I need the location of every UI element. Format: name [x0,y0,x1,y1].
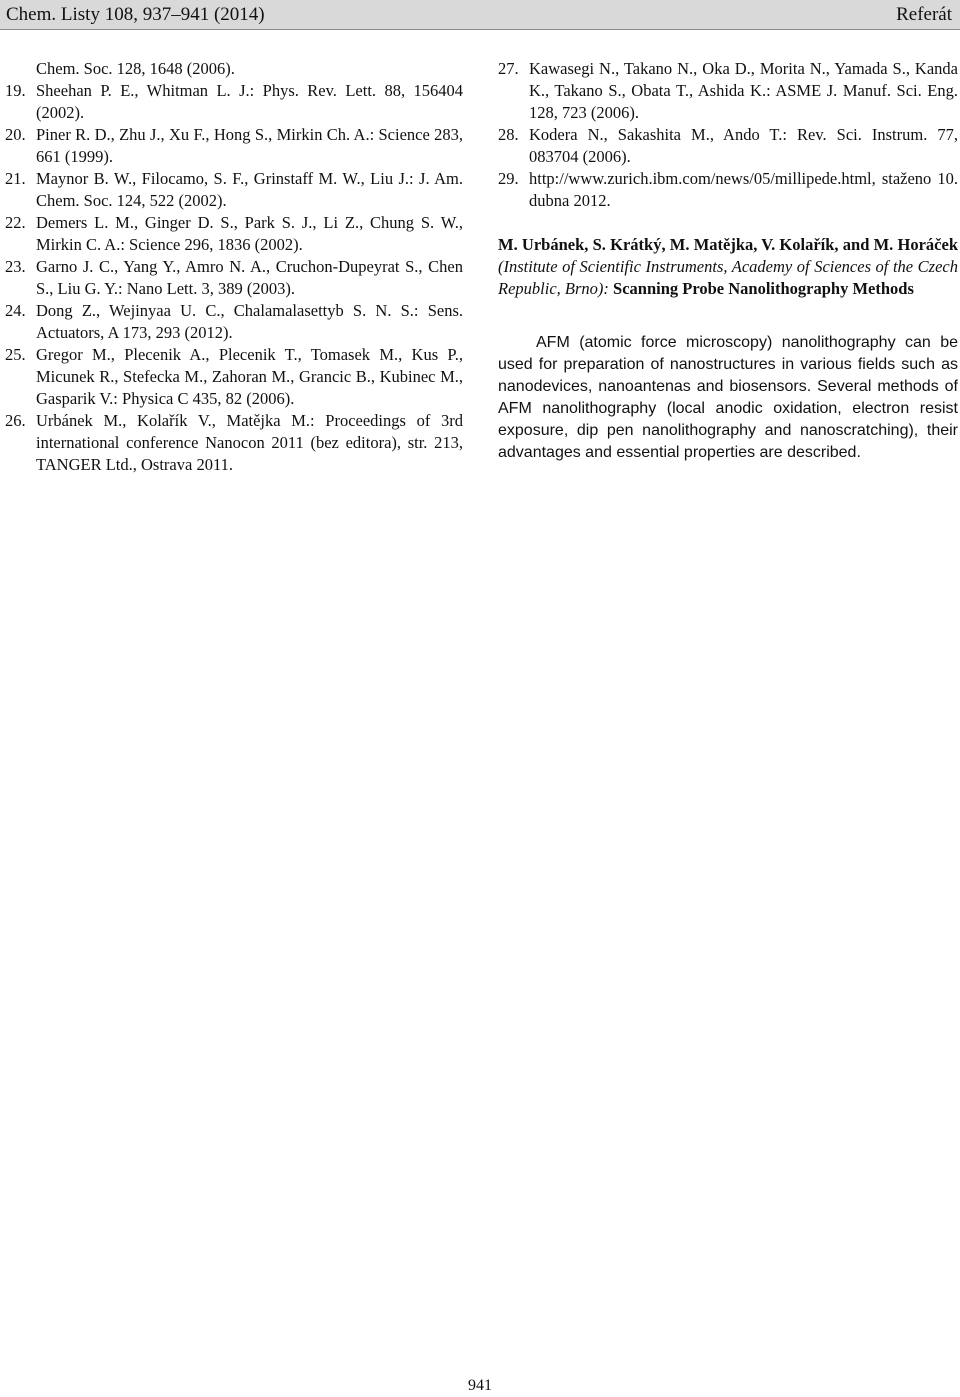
reference-26 [5,410,463,476]
reference-text: Chem. Soc. 128, 1648 (2006). [36,59,235,78]
references-left-column [5,58,463,476]
reference-27 [498,58,958,124]
reference-text: Kawasegi N., Takano N., Oka D., Morita N., Yamada S., Kanda K., Takano S., Obata T., Ashida K.: ASME J. Manuf. Sci. Eng. 128, 723 (2006). [529,59,958,122]
abstract-heading [498,234,958,300]
reference-text: Gregor M., Plecenik A., Plecenik T., Tomasek M., Kus P., Micunek R., Stefecka M., Zahoran M., Grancic B., Kubinec M., Gasparik V.: Physica C 435, 82 (2006). [36,345,463,408]
page-number: 941 [468,1377,492,1394]
reference-number: 24. [5,301,26,320]
reference-number: 28. [498,125,519,144]
reference-number: 29. [498,169,519,188]
reference-text: Maynor B. W., Filocamo, S. F., Grinstaff M. W., Liu J.: J. Am. Chem. Soc. 124, 522 (2002). [36,169,463,210]
reference-29 [498,168,958,212]
reference-number: 20. [5,125,26,144]
reference-number: 26. [5,411,26,430]
abstract-body: AFM (atomic force microscopy) nanolithography can be used for preparation of nanostructures in various fields such as nanodevices, nanoantenas and biosensors. Several methods of AFM nanolithography (local anodic oxidation, electron resist exposure, dip pen nanolithography and nanoscratching), their advantages and essential properties are described. [498,334,958,461]
reference-number: 27. [498,59,519,78]
reference-number: 25. [5,345,26,364]
reference-22 [5,212,463,256]
running-header [0,0,960,30]
reference-23 [5,256,463,300]
reference-25 [5,344,463,410]
reference-28 [498,124,958,168]
abstract-title: Scanning Probe Nanolithography Methods [613,279,914,298]
reference-number: 22. [5,213,26,232]
journal-citation: Chem. Listy 108, 937–941 (2014) [6,4,265,25]
reference-19 [5,80,463,124]
reference-18-continuation [5,58,463,80]
right-column [498,58,958,464]
reference-20 [5,124,463,168]
reference-text: Demers L. M., Ginger D. S., Park S. J., Li Z., Chung S. W., Mirkin C. A.: Science 296, 1836 (2002). [36,213,463,254]
reference-text: Kodera N., Sakashita M., Ando T.: Rev. Sci. Instrum. 77, 083704 (2006). [529,125,958,166]
reference-text: Piner R. D., Zhu J., Xu F., Hong S., Mirkin Ch. A.: Science 283, 661 (1999). [36,125,463,166]
reference-text: Dong Z., Wejinyaa U. C., Chalamalasettyb S. N. S.: Sens. Actuators, A 173, 293 (2012). [36,301,463,342]
section-label: Referát [896,4,952,25]
reference-text: Urbánek M., Kolařík V., Matějka M.: Proceedings of 3rd international conference Nanocon 2011 (bez editora), str. 213, TANGER Ltd., Ostrava 2011. [36,411,463,474]
abstract-affiliation: (Institute of Scientific Instruments, Academy of Sciences of the Czech Republic, Brno): [498,257,958,298]
reference-21 [5,168,463,212]
reference-number: 19. [5,81,26,100]
abstract-authors: M. Urbánek, S. Krátký, M. Matějka, V. Kolařík, and M. Horáček [498,235,958,254]
reference-text: Garno J. C., Yang Y., Amro N. A., Cruchon-Dupeyrat S., Chen S., Liu G. Y.: Nano Lett. 3, 389 (2003). [36,257,463,298]
reference-number: 21. [5,169,26,188]
reference-text: Sheehan P. E., Whitman L. J.: Phys. Rev. Lett. 88, 156404 (2002). [36,81,463,122]
reference-24 [5,300,463,344]
reference-number: 23. [5,257,26,276]
reference-link-text: http://www.zurich.ibm.com/news/05/millipede.html, staženo 10. dubna 2012. [529,169,958,210]
